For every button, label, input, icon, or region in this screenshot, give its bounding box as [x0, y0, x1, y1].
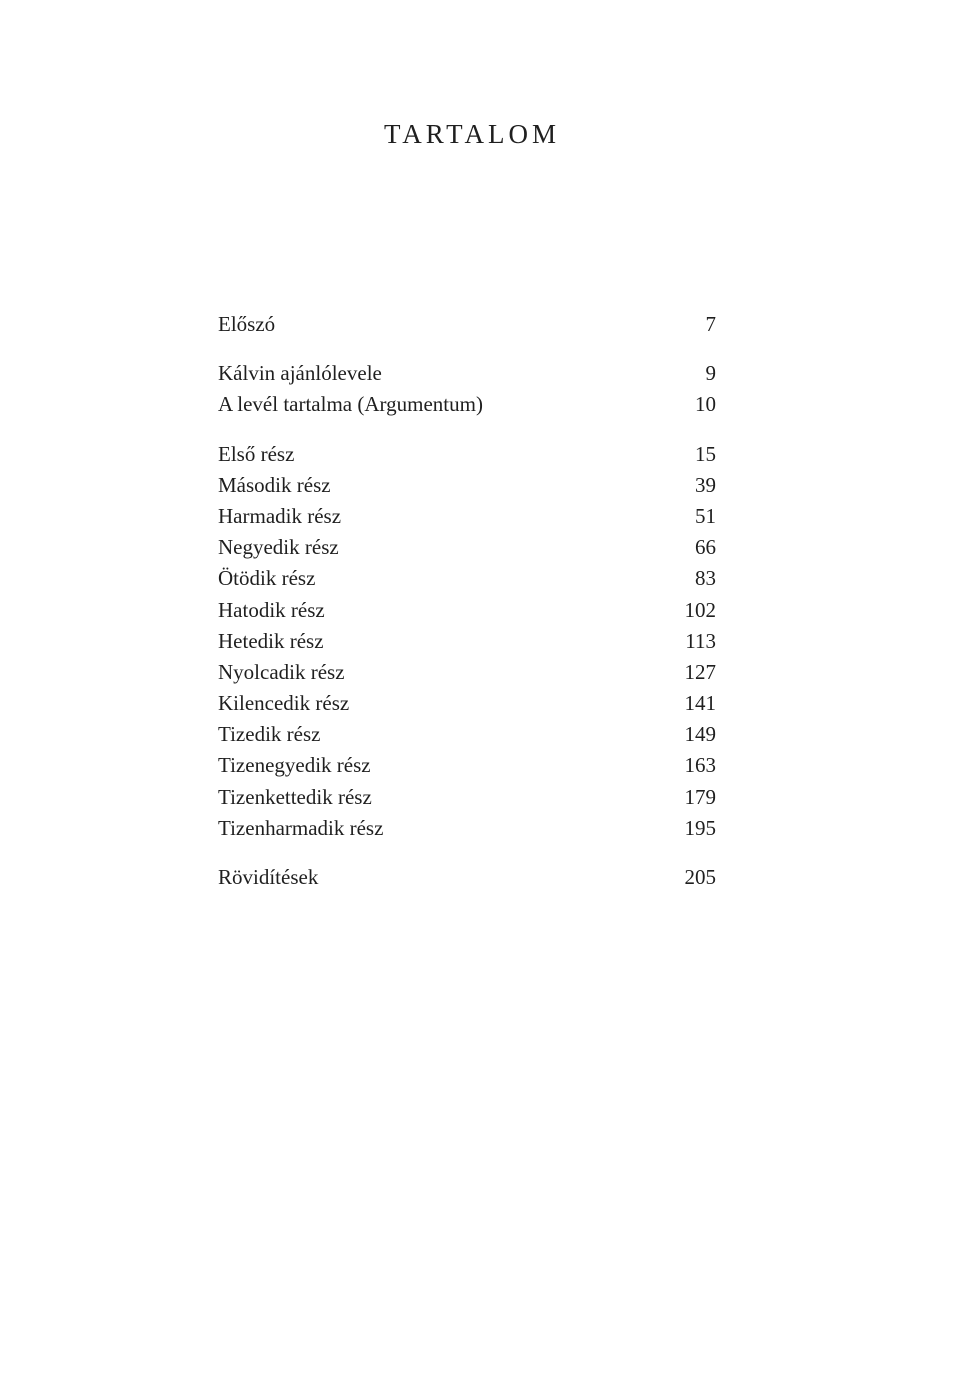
toc-entry-label: Harmadik rész	[218, 503, 342, 528]
toc-entry[interactable]	[218, 688, 716, 719]
toc-entry-label: Hetedik rész	[218, 628, 324, 653]
toc-entry-page: 9	[705, 361, 716, 386]
toc-entry-page: 66	[695, 535, 716, 560]
toc-entry-page: 7	[705, 312, 716, 336]
toc-entry-label: Nyolcadik rész	[218, 659, 345, 684]
toc-entry[interactable]	[218, 532, 716, 563]
page-title: TARTALOM	[383, 119, 561, 149]
toc-entry-label: Hatodik rész	[218, 597, 325, 622]
toc-entry-label: Kilencedik rész	[218, 691, 350, 716]
toc-entry-label: Tizenegyedik rész	[218, 753, 371, 778]
toc-entry-label: Első rész	[218, 441, 295, 466]
toc-entry-page: 15	[695, 441, 716, 466]
toc-entry-page: 102	[684, 597, 716, 622]
toc-entry-page: 39	[695, 472, 716, 497]
toc-entry[interactable]	[218, 309, 716, 340]
toc-entry-label: Ötödik rész	[218, 566, 316, 591]
toc-entry-label: Tizenkettedik rész	[218, 784, 372, 809]
toc-entry-label: Tizedik rész	[218, 722, 321, 747]
toc-entry[interactable]	[218, 719, 716, 750]
toc-entry[interactable]	[218, 626, 716, 657]
toc-entry-label: Rövidítések	[218, 865, 319, 889]
toc-group-parts	[218, 439, 716, 844]
toc-entry[interactable]	[218, 470, 716, 501]
toc-group-intro	[218, 358, 716, 420]
toc-group-preface	[218, 309, 716, 340]
toc-entry-label: Második rész	[218, 472, 331, 497]
table-of-contents	[218, 309, 716, 911]
toc-entry-page: 141	[684, 691, 716, 716]
toc-entry[interactable]	[218, 782, 716, 813]
toc-entry[interactable]	[218, 750, 716, 781]
toc-entry-page: 179	[684, 784, 716, 809]
toc-entry-page: 10	[695, 392, 716, 417]
toc-entry-label: Előszó	[218, 312, 276, 336]
toc-group-appendix	[218, 862, 716, 893]
toc-entry-page: 205	[684, 865, 716, 889]
toc-entry-label: A levél tartalma (Argumentum)	[218, 392, 483, 417]
toc-entry-page: 127	[684, 659, 716, 684]
toc-entry[interactable]	[218, 563, 716, 594]
toc-entry-page: 195	[684, 815, 716, 840]
toc-entry-label: Tizenharmadik rész	[218, 815, 384, 840]
toc-entry-page: 83	[695, 566, 716, 591]
toc-entry[interactable]	[218, 595, 716, 626]
toc-entry[interactable]	[218, 439, 716, 470]
toc-entry-page: 51	[695, 503, 716, 528]
toc-entry-label: Negyedik rész	[218, 535, 339, 560]
toc-entry[interactable]	[218, 657, 716, 688]
toc-entry[interactable]	[218, 358, 716, 389]
toc-entry-page: 113	[685, 628, 716, 653]
toc-entry[interactable]	[218, 389, 716, 420]
toc-entry[interactable]	[218, 813, 716, 844]
toc-entry-page: 149	[684, 722, 716, 747]
toc-entry-page: 163	[684, 753, 716, 778]
toc-entry[interactable]	[218, 862, 716, 893]
toc-entry[interactable]	[218, 501, 716, 532]
toc-entry-label: Kálvin ajánlólevele	[218, 361, 382, 386]
